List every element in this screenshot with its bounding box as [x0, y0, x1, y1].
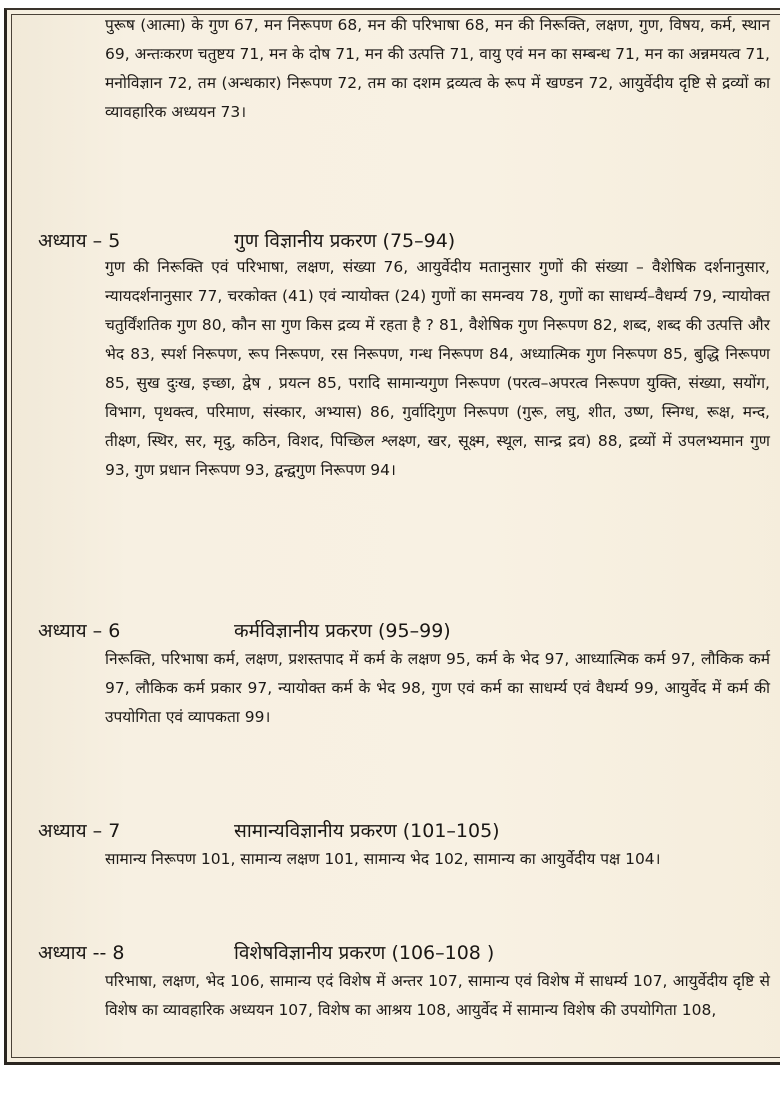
chapter-7-title: सामान्यविज्ञानीय प्रकरण (101–105)	[234, 820, 500, 842]
page-frame	[11, 14, 780, 1058]
chapter-5-title: गुण विज्ञानीय प्रकरण (75–94)	[234, 230, 456, 252]
chapter-6-heading	[38, 617, 451, 643]
chapter-6-title: कर्मविज्ञानीय प्रकरण (95–99)	[234, 620, 451, 642]
chapter-8-body: परिभाषा, लक्षण, भेद 106, सामान्य एदं विशेष में अन्तर 107, सामान्य एवं विशेष में साधर्म्य 107, आयुर्वेदीय दृष्टि से विशेष का व्यावहारिक अध्ययन 107, विशेष का आश्रय 108, आयुर्वेद में सामान्य विशेष की उपयोगिता 108,	[105, 972, 770, 1019]
chapter-8-title: विशेषविज्ञानीय प्रकरण (106–108 )	[234, 942, 495, 964]
chapter-6-label: अध्याय – 6	[38, 620, 121, 642]
chapter-7-label: अध्याय – 7	[38, 820, 121, 842]
chapter-5-body: गुण की निरूक्ति एवं परिभाषा, लक्षण, संख्या 76, आयुर्वेदीय मतानुसार गुणों की संख्या – वैशेषिक दर्शनानुसार, न्यायदर्शनानुसार 77, चरकोक्त (41) एवं न्यायोक्त (24) गुणों का समन्वय 78, गुणों का साधर्म्य–वैधर्म्य 79, न्यायोक्त चतुर्विंशतिक गुण 80, कौन सा गुण किस द्रव्य में रहता है ? 81, वैशेषिक गुण निरूपण 82, शब्द, शब्द की उत्पत्ति और भेद 83, स्पर्श निरूपण, रूप निरूपण, रस निरूपण, गन्ध निरूपण 84, अध्यात्मिक गुण निरूपण 85, बुद्धि निरूपण 85, सुख दुःख, इच्छा, द्वेष , प्रयत्न 85, परादि सामान्यगुण निरूपण (परत्व–अपरत्व निरूपण युक्ति, संख्या, सयोंग, विभाग, पृथक्त्व, परिमाण, संस्कार, अभ्यास) 86, गुर्वादिगुण निरूपण (गुरू, लघु, शीत, उष्ण, स्निग्ध, रूक्ष, मन्द, तीक्ष्ण, स्थिर, सर, मृदु, कठिन, विशद, पिच्छिल श्लक्ष्ण, खर, सूक्ष्म, स्थूल, सान्द्र द्रव) 88, द्रव्यों में उपलभ्यमान गुण 93, गुण प्रधान निरूपण 93, द्वन्द्वगुण निरूपण 94।	[105, 258, 770, 479]
chapter-8-heading	[38, 939, 494, 965]
book-page	[4, 8, 780, 1065]
chapter-5-heading	[38, 227, 455, 253]
chapter-7-body: सामान्य निरूपण 101, सामान्य लक्षण 101, सामान्य भेद 102, सामान्य का आयुर्वेदीय पक्ष 104।	[105, 850, 661, 868]
chapter-7-heading	[38, 817, 500, 843]
chapter-8-label: अध्याय -- 8	[38, 942, 125, 964]
chapter-5-label: अध्याय – 5	[38, 230, 121, 252]
chapter-6-body: निरूक्ति, परिभाषा कर्म, लक्षण, प्रशस्तपाद में कर्म के लक्षण 95, कर्म के भेद 97, आध्यात्मिक कर्म 97, लौकिक कर्म 97, लौकिक कर्म प्रकार 97, न्यायोक्त कर्म के भेद 98, गुण एवं कर्म का साधर्म्य एवं वैधर्म्य 99, आयुर्वेद में कर्म की उपयोगिता एवं व्यापकता 99।	[105, 650, 770, 726]
intro-paragraph: पुरूष (आत्मा) के गुण 67, मन निरूपण 68, मन की परिभाषा 68, मन की निरूक्ति, लक्षण, गुण, विषय, कर्म, स्थान 69, अन्तःकरण चतुष्टय 71, मन के दोष 71, मन की उत्पत्ति 71, वायु एवं मन का सम्बन्ध 71, मन का अन्नमयत्व 71, मनोविज्ञान 72, तम (अन्धकार) निरूपण 72, तम का दशम द्रव्यत्व के रूप में खण्डन 72, आयुर्वेदीय दृष्टि से द्रव्यों का व्यावहारिक अध्ययन 73।	[105, 16, 770, 121]
